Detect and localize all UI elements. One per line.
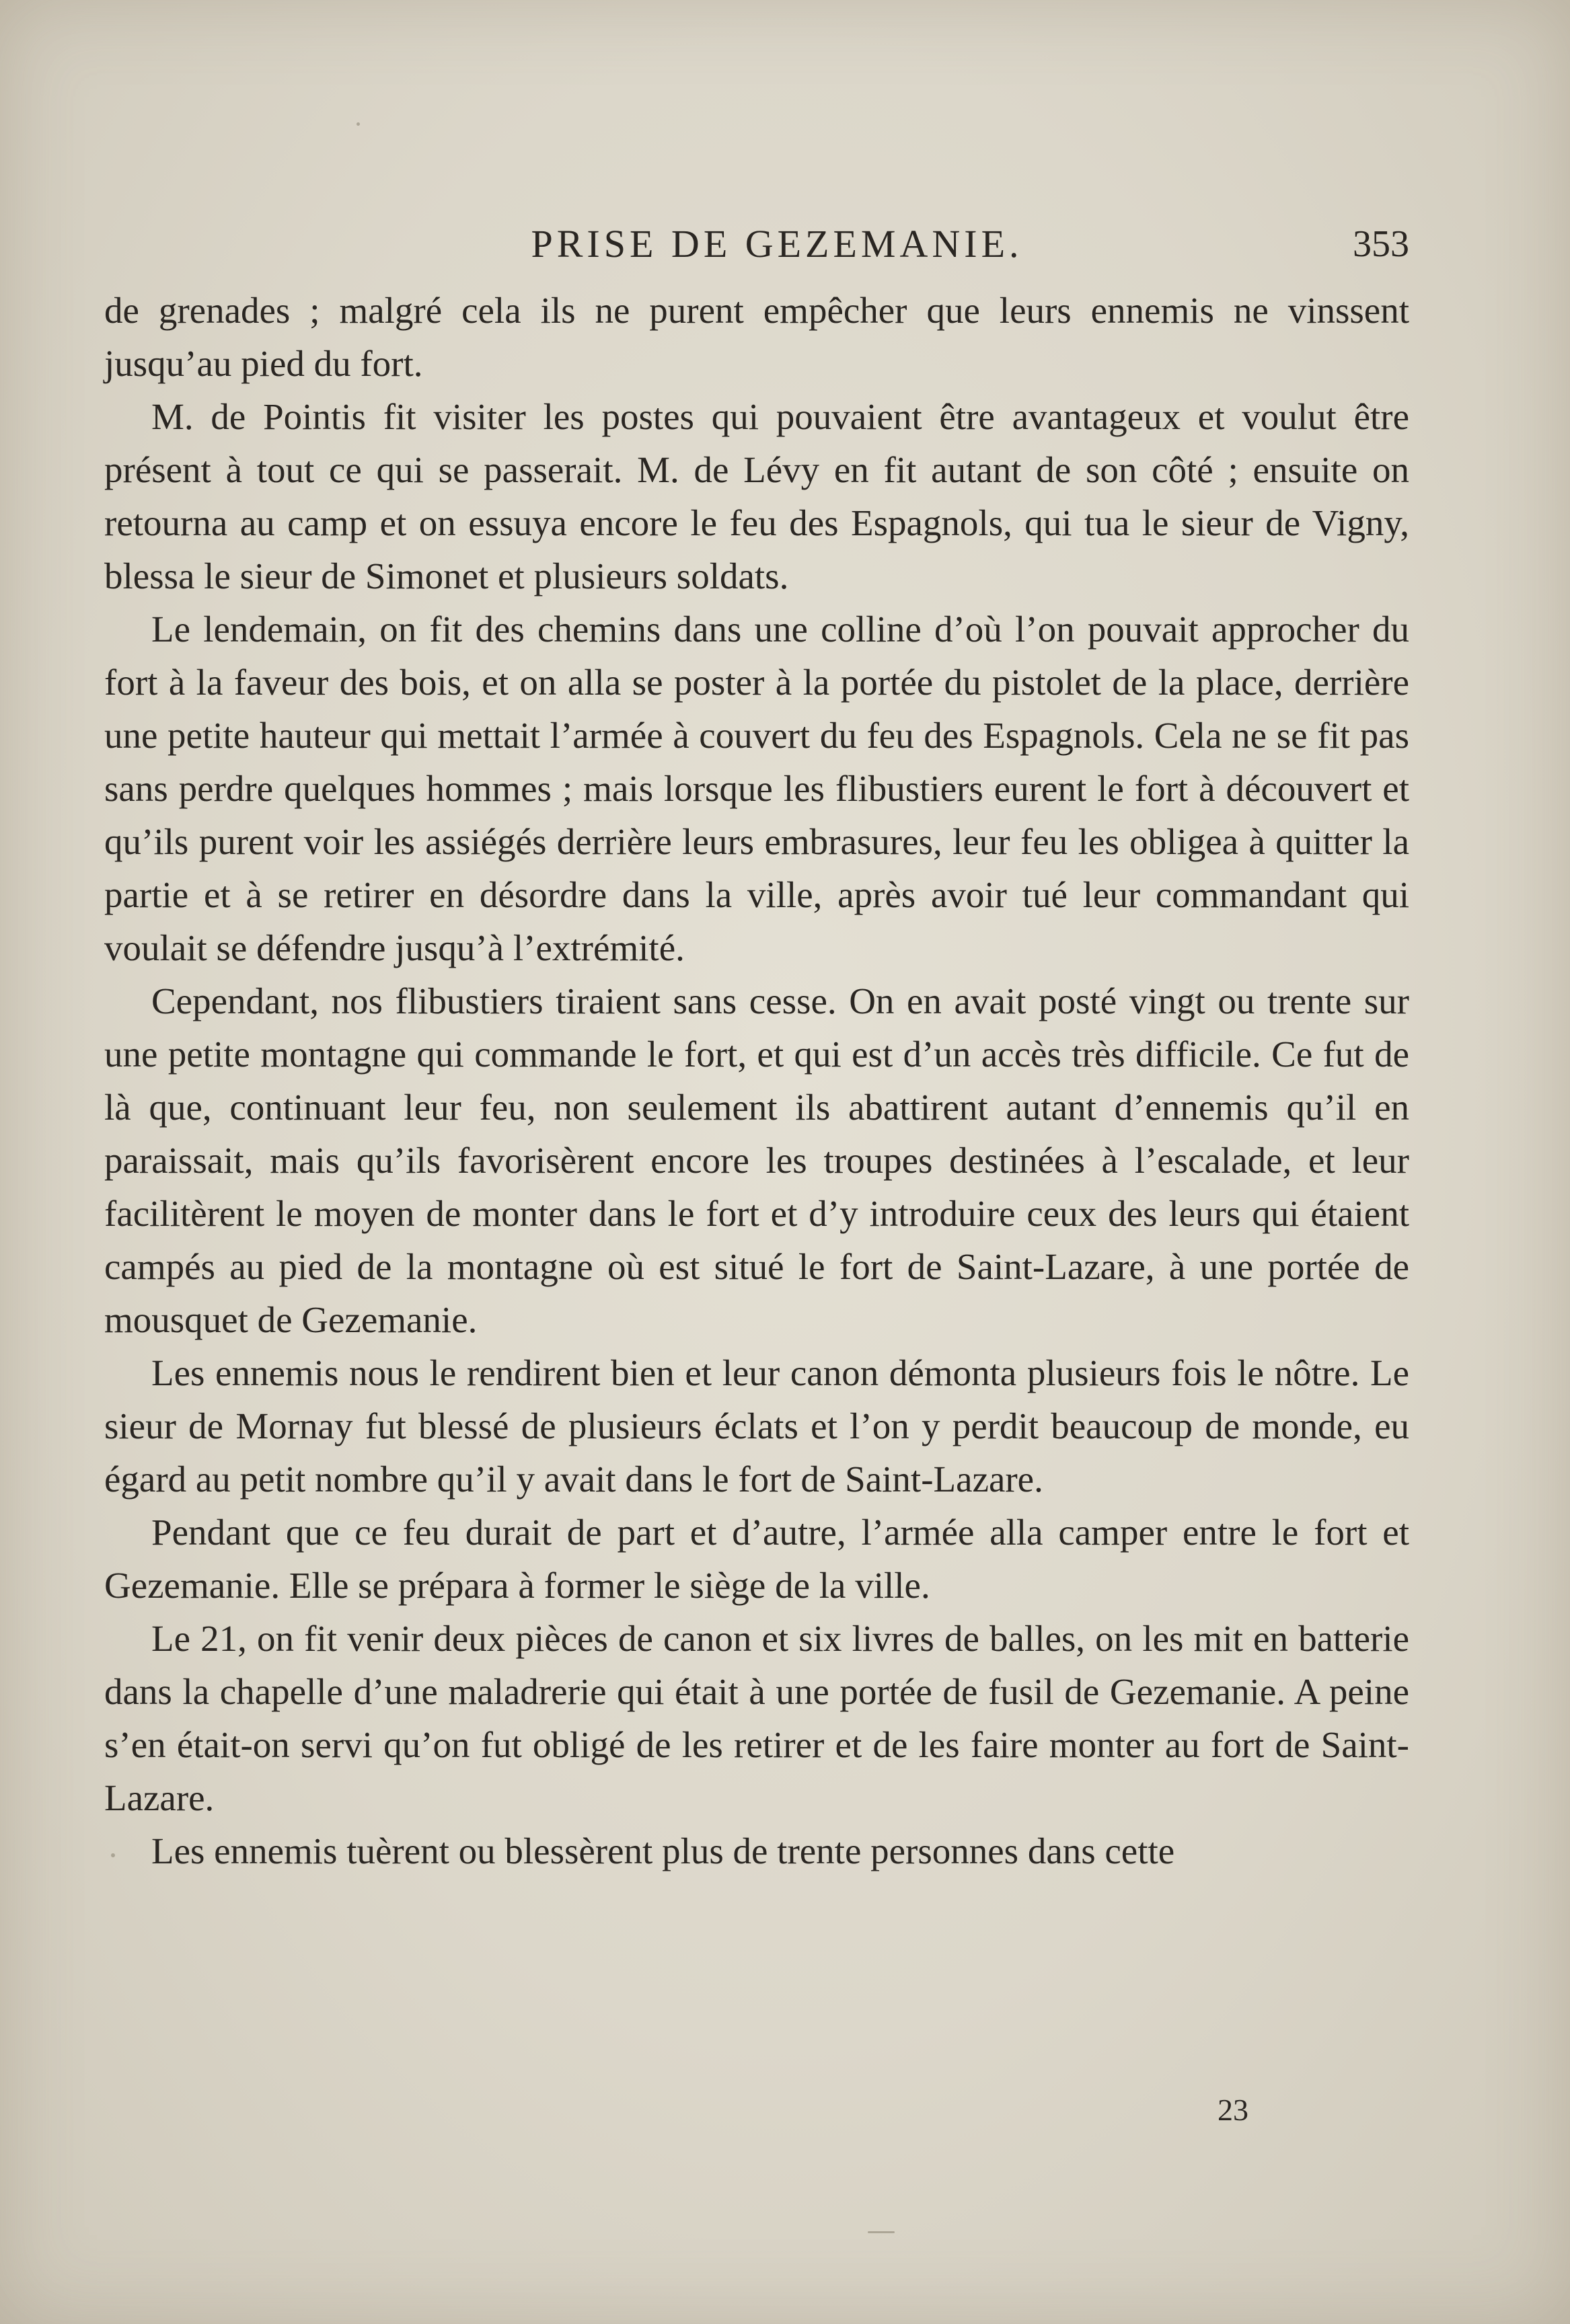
- paragraph: Le 21, on fit venir deux pièces de canon et six livres de balles, on les mit en batterie dans la chapelle d’une maladrerie qui était à une portée de fusil de Gezemanie. A peine s’en était-on servi qu’on fut obligé de les retirer et de les faire monter au fort de Saint-Lazare.: [104, 1618, 1409, 1818]
- body-text: [104, 284, 1409, 1877]
- signature-mark: 23: [1218, 2093, 1248, 2127]
- paragraph: Le lendemain, on fit des chemins dans une colline d’où l’on pouvait approcher du fort à la faveur des bois, et on alla se poster à la portée du pistolet de la place, derrière une petite hauteur qui mettait l’armée à couvert du feu des Espagnols. Cela ne se fit pas sans perdre quelques hommes ; mais lorsque les flibustiers eurent le fort à découvert et qu’ils purent voir les assiégés derrière leurs embrasures, leur feu les obligea à quitter la partie et à se retirer en désordre dans la ville, après avoir tué leur commandant qui voulait se défendre jusqu’à l’extrémité.: [104, 609, 1409, 968]
- paragraph: Les ennemis nous le rendirent bien et leur canon démonta plusieurs fois le nôtre. Le sieur de Mornay fut blessé de plusieurs éclats et l’on y perdit beaucoup de monde, eu égard au petit nombre qu’il y avait dans le fort de Saint-Lazare.: [104, 1352, 1409, 1500]
- paragraph: Cependant, nos flibustiers tiraient sans cesse. On en avait posté vingt ou trente sur une petite montagne qui commande le fort, et qui est d’un accès très difficile. Ce fut de là que, continuant leur feu, non seulement ils abattirent autant d’ennemis qu’il en paraissait, mais qu’ils favorisèrent encore les troupes destinées à l’escalade, et leur facilitèrent le moyen de monter dans le fort et d’y introduire ceux des leurs qui étaient campés au pied de la montagne où est situé le fort de Saint-Lazare, à une portée de mousquet de Gezemanie.: [104, 980, 1409, 1340]
- running-head: [104, 214, 1409, 274]
- paragraph: Les ennemis tuèrent ou blessèrent plus de trente personnes dans cette: [151, 1830, 1175, 1871]
- page-number: 353: [1353, 223, 1409, 265]
- paragraph: M. de Pointis fit visiter les postes qui pouvaient être avantageux et voulut être présent à tout ce qui se passerait. M. de Lévy en fit autant de son côté ; ensuite on retourna au camp et on essuya encore le feu des Espagnols, qui tua le sieur de Vigny, blessa le sieur de Simonet et plusieurs soldats.: [104, 396, 1409, 596]
- paper-blemish: [868, 2231, 895, 2233]
- paper-blemish: [357, 122, 360, 126]
- paragraph: de grenades ; malgré cela ils ne purent empêcher que leurs ennemis ne vinssent jusqu’au pied du fort.: [104, 290, 1409, 384]
- paragraph: Pendant que ce feu durait de part et d’autre, l’armée alla camper entre le fort et Gezemanie. Elle se prépara à former le siège de la ville.: [104, 1512, 1409, 1606]
- running-title: PRISE DE GEZEMANIE.: [531, 222, 1023, 266]
